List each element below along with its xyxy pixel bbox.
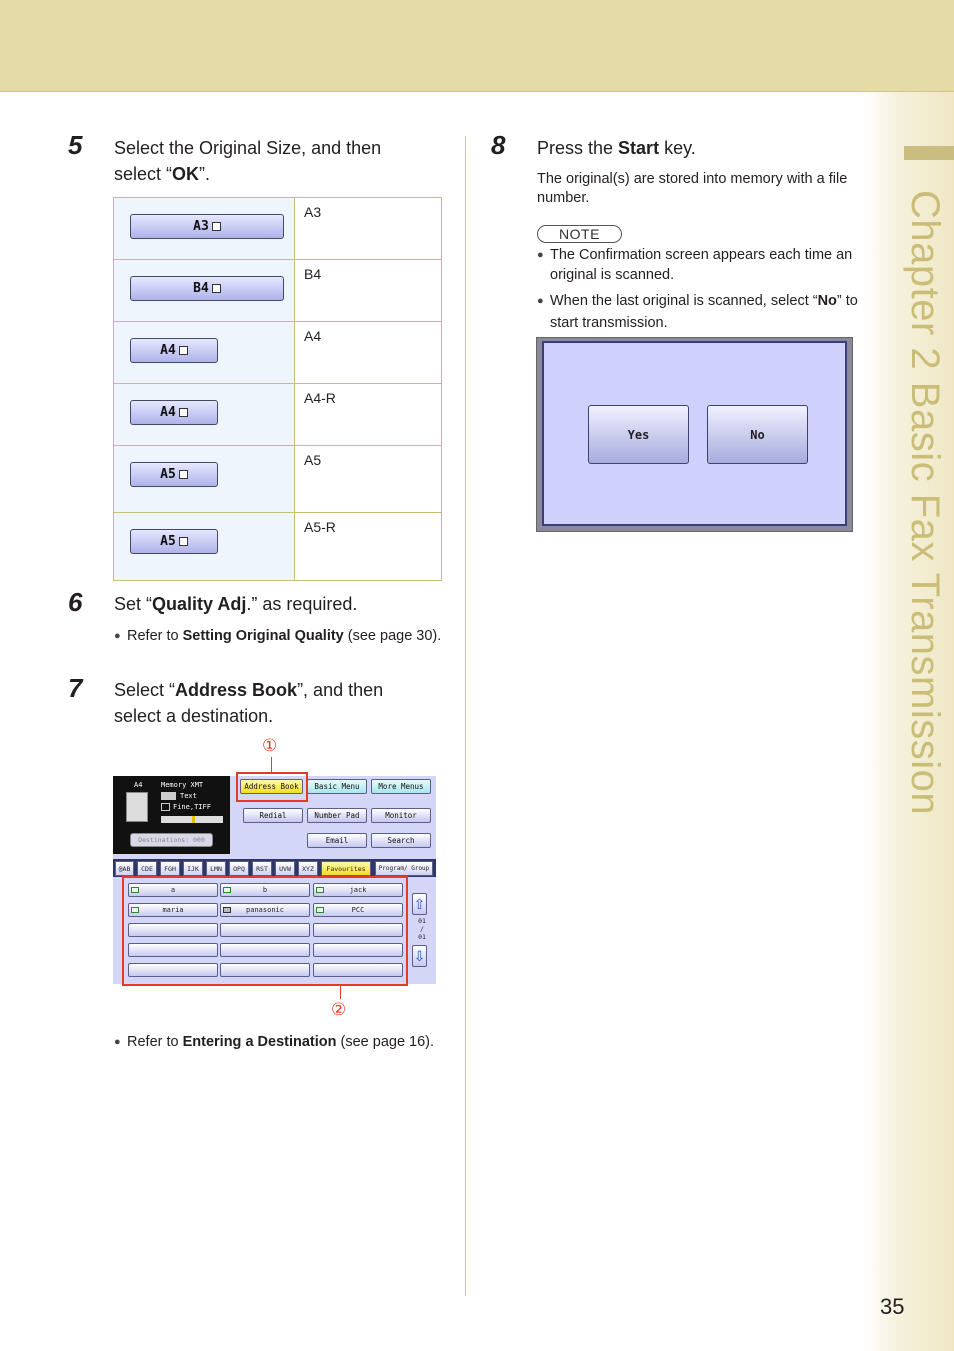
address-entry[interactable]: PCC xyxy=(313,903,403,917)
monitor-button[interactable]: Monitor xyxy=(371,808,431,823)
paper-size-readout: A4 xyxy=(134,781,143,789)
step-6-number: 6 xyxy=(68,587,83,617)
size-label: A3 xyxy=(295,198,442,260)
step-8-number: 8 xyxy=(491,130,506,160)
no-button[interactable]: No xyxy=(707,405,808,464)
destinations-counter: Destinations: 000 xyxy=(130,833,213,847)
header-band xyxy=(0,0,954,92)
size-button-a4-r[interactable]: A4 xyxy=(130,400,218,425)
more-menus-button[interactable]: More Menus xyxy=(371,779,431,794)
yes-button[interactable]: Yes xyxy=(588,405,689,464)
resolution-readout-2: Fine,TIFF xyxy=(173,803,211,811)
address-book-button[interactable]: Address Book xyxy=(240,779,303,794)
step-8-instruction: Press the Start key. xyxy=(537,138,696,158)
tab-index[interactable]: FGH xyxy=(160,861,180,876)
scroll-down-icon[interactable]: ⇩ xyxy=(412,945,427,967)
quality-icon xyxy=(161,792,176,800)
tab-index[interactable]: @AB xyxy=(115,861,134,876)
note-item-2: ● When the last original is scanned, select “No” to start transmission. xyxy=(550,290,862,334)
landscape-doc-icon xyxy=(212,284,221,293)
step-7-number: 7 xyxy=(68,673,83,703)
note-badge: NOTE xyxy=(537,225,622,243)
tab-index[interactable]: CDE xyxy=(137,861,157,876)
step-6-reference: ● Refer to Setting Original Quality (see page 30). xyxy=(127,626,445,646)
status-panel xyxy=(113,776,230,854)
note-item-1: ● The Confirmation screen appears each time an original is scanned. xyxy=(550,245,862,285)
size-label: A4-R xyxy=(295,384,442,446)
redial-button[interactable]: Redial xyxy=(243,808,303,823)
index-tab-bar xyxy=(113,859,436,877)
step-7-reference: ● Refer to Entering a Destination (see page 16). xyxy=(127,1032,445,1052)
callout-2-line xyxy=(340,986,341,999)
column-divider xyxy=(465,136,466,1296)
highlight-address-book xyxy=(236,772,308,802)
landscape-doc-icon xyxy=(212,222,221,231)
size-label: A5 xyxy=(295,446,442,513)
highlight-destination-list xyxy=(122,876,408,986)
mode-readout: Memory XMT xyxy=(161,781,204,789)
callout-2: ② xyxy=(331,1000,347,1019)
step-5-number: 5 xyxy=(68,130,83,160)
confirmation-panel xyxy=(542,341,847,526)
portrait-doc-icon xyxy=(179,346,188,355)
page-indicator: 01 / 01 xyxy=(418,917,426,941)
step-5-instruction: Select the Original Size, and then select “OK”. xyxy=(114,138,382,184)
tab-index[interactable]: LMN xyxy=(206,861,226,876)
size-button-a5-r[interactable]: A5 xyxy=(130,529,218,554)
size-label: A5-R xyxy=(295,513,442,581)
scroll-up-icon[interactable]: ⇧ xyxy=(412,893,427,915)
address-entry[interactable]: panasonic xyxy=(220,903,310,917)
size-label: A4 xyxy=(295,322,442,384)
tab-index[interactable]: XYZ xyxy=(298,861,318,876)
chapter-title: Chapter 2 Basic Fax Transmission xyxy=(903,190,947,816)
size-label: B4 xyxy=(295,260,442,322)
tab-program-group[interactable]: Program/ Group xyxy=(375,861,433,876)
resolution-readout-1: Text xyxy=(180,792,197,800)
size-button-a5[interactable]: A5 xyxy=(130,462,218,487)
landscape-doc-icon xyxy=(179,537,188,546)
page-number: 35 xyxy=(880,1294,905,1319)
document-preview-icon xyxy=(126,792,148,822)
landscape-doc-icon xyxy=(179,408,188,417)
original-size-table xyxy=(113,197,442,581)
step-8-description: The original(s) are stored into memory with a file number. xyxy=(537,171,848,206)
address-entry[interactable]: jack xyxy=(313,883,403,897)
address-entry[interactable]: b xyxy=(220,883,310,897)
number-pad-button[interactable]: Number Pad xyxy=(307,808,367,823)
step-7-instruction: Select “Address Book”, and then select a destination. xyxy=(114,680,384,726)
address-entry[interactable]: a xyxy=(128,883,218,897)
tab-favourites[interactable]: Favourites xyxy=(321,861,371,876)
tab-index[interactable]: IJK xyxy=(183,861,203,876)
search-button[interactable]: Search xyxy=(371,833,431,848)
chapter-tab-marker xyxy=(904,146,954,160)
size-button-b4[interactable]: B4 xyxy=(130,276,284,301)
contrast-slider-knob[interactable] xyxy=(192,816,195,823)
grid-icon xyxy=(161,803,170,811)
tab-index[interactable]: RST xyxy=(252,861,272,876)
tab-index[interactable]: OPQ xyxy=(229,861,249,876)
basic-menu-button[interactable]: Basic Menu xyxy=(307,779,367,794)
email-button[interactable]: Email xyxy=(307,833,367,848)
portrait-doc-icon xyxy=(179,470,188,479)
step-6-instruction: Set “Quality Adj.” as required. xyxy=(114,594,358,614)
confirmation-screen xyxy=(536,337,853,532)
callout-1: ① xyxy=(262,736,278,755)
address-entry[interactable]: maria xyxy=(128,903,218,917)
size-button-a3[interactable]: A3 xyxy=(130,214,284,239)
tab-index[interactable]: UVW xyxy=(275,861,295,876)
size-button-a4[interactable]: A4 xyxy=(130,338,218,363)
